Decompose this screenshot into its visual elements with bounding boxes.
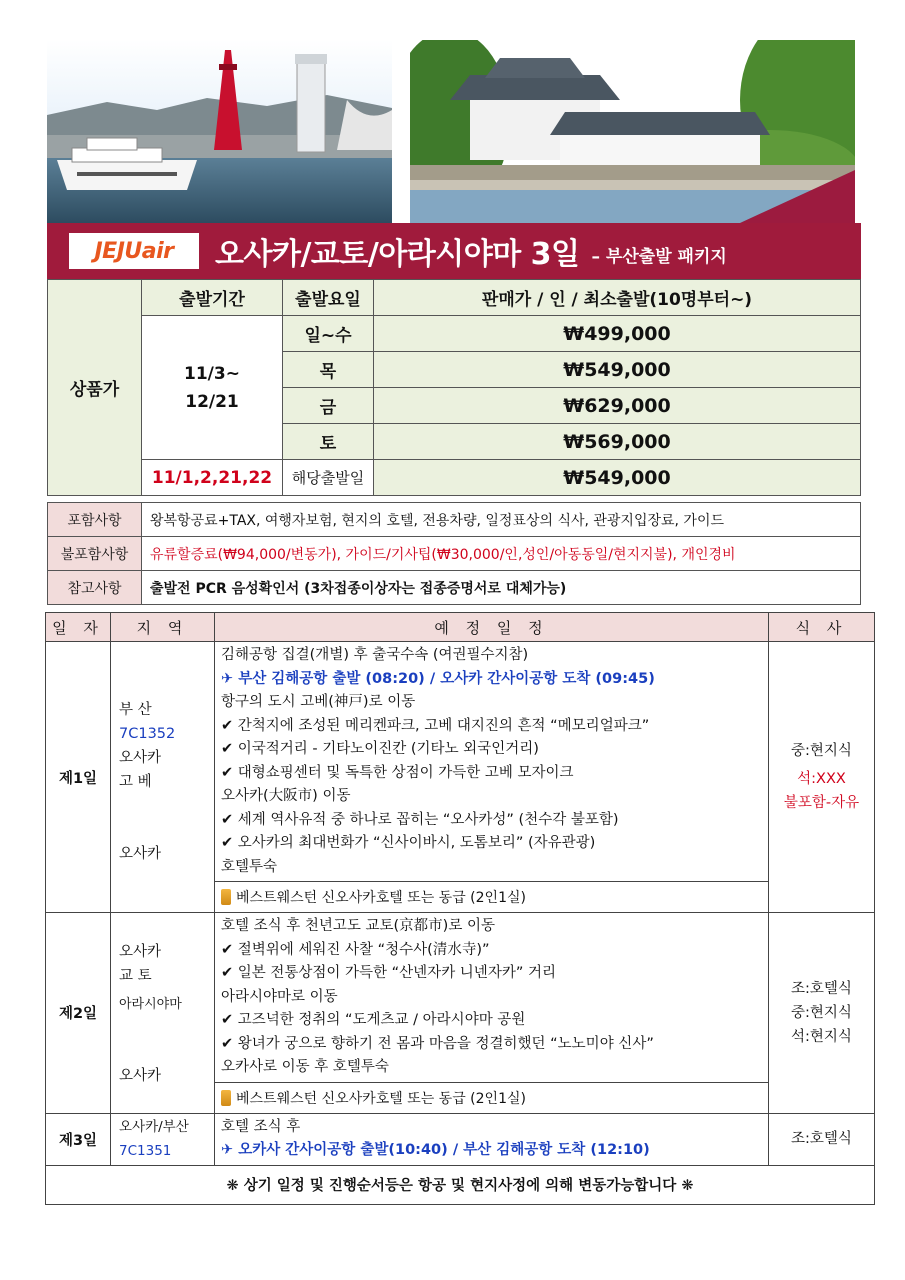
day1-regions	[111, 642, 215, 913]
special-dates-cell: 11/1,2,21,22	[142, 460, 283, 496]
day3-plan	[215, 1113, 769, 1165]
day2-hotel	[215, 1082, 769, 1113]
hotel-text: 베스트웨스턴 신오사카호텔 또는 동급 (2인1실)	[236, 1090, 526, 1107]
castle-photo	[410, 40, 855, 223]
day1-hotel	[215, 882, 769, 913]
kobe-harbor-photo	[47, 40, 392, 223]
meal-item: 중:현지식	[791, 1004, 852, 1021]
region-item: 아라시야마	[119, 997, 182, 1013]
region-item: 오사카	[119, 1068, 162, 1085]
day2-meals	[769, 913, 875, 1114]
region-item: 오사카/부산	[119, 1119, 189, 1135]
region-item: 오사카	[119, 749, 162, 766]
plan-line: 호텔 조식 후 천년고도 교토(京都市)로 이동	[221, 918, 495, 934]
plan-line: ✔ 왕녀가 궁으로 향하기 전 몸과 마음을 정결히했던 “노노미야 신사”	[221, 1035, 654, 1052]
region-item: 고 베	[119, 773, 152, 790]
plan-line: 항구의 도시 고베(神戸)로 이동	[221, 694, 416, 710]
schedule-footer-note: ❋ 상기 일정 및 진행순서등은 항공 및 현지사정에 의해 변동가능합니다 ❋	[46, 1165, 875, 1204]
day3-meals	[769, 1113, 875, 1165]
price-cell: ₩629,000	[374, 388, 861, 424]
day2-plan	[215, 913, 769, 1083]
flight-code: 7C1351	[119, 1143, 172, 1159]
plan-line: 김해공항 집결(개별) 후 출국수속 (여권필수지참)	[221, 647, 529, 663]
header-plan: 예 정 일 정	[215, 613, 769, 642]
meal-item: 석:XXX	[797, 771, 846, 787]
day-cell: 금	[283, 388, 374, 424]
price-cell: ₩569,000	[374, 424, 861, 460]
plan-line: ✔ 간척지에 조성된 메리켄파크, 고베 대지진의 흔적 “메모리얼파크”	[221, 717, 650, 734]
day2-regions	[111, 913, 215, 1114]
included-label: 포함사항	[48, 503, 142, 537]
meal-item: 조:호텔식	[791, 980, 852, 997]
flight-line: ✈ 부산 김해공항 출발 (08:20) / 오사카 간사이공항 도착 (09:45)	[221, 670, 655, 687]
schedule-table	[45, 612, 875, 1205]
plan-line: 오카사로 이동 후 호텔투숙	[221, 1059, 389, 1075]
plan-line: 호텔투숙	[221, 858, 278, 875]
price-cell: ₩499,000	[374, 316, 861, 352]
excluded-label: 불포함사항	[48, 537, 142, 571]
plan-line: ✔ 일본 전통상점이 가득한 “산넨자카 니넨자카” 거리	[221, 965, 556, 981]
info-table	[47, 502, 861, 605]
plan-line: ✔ 고즈넉한 정취의 “도게츠교 / 아라시야마 공원	[221, 1012, 526, 1028]
meal-item: 조:호텔식	[791, 1131, 852, 1147]
hotel-icon	[221, 1090, 231, 1106]
region-item: 교 토	[119, 968, 152, 985]
hotel-icon	[221, 889, 231, 905]
day-cell: 토	[283, 424, 374, 460]
special-day-cell: 해당출발일	[283, 460, 374, 496]
title-banner	[47, 223, 861, 279]
price-table	[47, 279, 861, 496]
header-period: 출발기간	[142, 280, 283, 316]
day3-regions	[111, 1113, 215, 1165]
meal-item: 중:현지식	[791, 743, 852, 759]
day3-label: 제3일	[46, 1113, 111, 1165]
price-cell: ₩549,000	[374, 352, 861, 388]
header-meal: 식 사	[769, 613, 875, 642]
flight-line: ✈ 오카사 간사이공항 출발(10:40) / 부산 김해공항 도착 (12:10)	[221, 1142, 650, 1158]
note-label: 참고사항	[48, 571, 142, 605]
region-item: 오사카	[119, 845, 162, 862]
hotel-text: 베스트웨스턴 신오사카호텔 또는 동급 (2인1실)	[236, 890, 526, 906]
plan-line: ✔ 이국적거리 - 기타노이진칸 (기타노 외국인거리)	[221, 741, 539, 757]
plan-line: ✔ 절벽위에 세워진 사찰 “청수사(清水寺)”	[221, 941, 490, 958]
day1-label: 제1일	[46, 642, 111, 913]
header-region: 지 역	[111, 613, 215, 642]
tour-title: 오사카/교토/아라시야마 3일	[215, 237, 580, 272]
region-item: 부 산	[119, 701, 152, 718]
special-price-cell: ₩549,000	[374, 460, 861, 496]
plan-line: 아라시야마로 이동	[221, 988, 338, 1005]
header-date: 일 자	[46, 613, 111, 642]
period-cell: 11/3~ 12/21	[142, 316, 283, 460]
note-text: 출발전 PCR 음성확인서 (3차접종이상자는 접종증명서로 대체가능)	[142, 571, 861, 605]
day2-label: 제2일	[46, 913, 111, 1114]
plan-line: 오사카(大阪市) 이동	[221, 788, 351, 804]
flight-code: 7C1352	[119, 725, 176, 742]
day-cell: 일~수	[283, 316, 374, 352]
jejuair-logo: JEJUair	[69, 233, 199, 269]
plan-line: ✔ 세계 역사유적 중 하나로 꼽히는 “오사카성” (천수각 불포함)	[221, 811, 619, 828]
day-cell: 목	[283, 352, 374, 388]
included-text: 왕복항공료+TAX, 여행자보험, 현지의 호텔, 전용차량, 일정표상의 식사, 관광지입장료, 가이드	[142, 503, 861, 537]
plan-line: 호텔 조식 후	[221, 1118, 301, 1135]
excluded-text: 유류할증료(₩94,000/변동가), 가이드/기사팁(₩30,000/인,성인/아동동일/현지지불), 개인경비	[142, 537, 861, 571]
meal-item: 불포함-자유	[783, 795, 860, 811]
header-day: 출발요일	[283, 280, 374, 316]
header-price: 판매가 / 인 / 최소출발(10명부터~)	[374, 280, 861, 316]
price-row-label: 상품가	[48, 280, 142, 496]
plan-line: ✔ 오사카의 최대번화가 “신사이바시, 도톰보리” (자유관광)	[221, 835, 596, 851]
meal-item: 석:현지식	[791, 1028, 852, 1045]
plan-line: ✔ 대형쇼핑센터 및 독특한 상점이 가득한 고베 모자이크	[221, 764, 574, 781]
day1-meals	[769, 642, 875, 913]
day1-plan	[215, 642, 769, 882]
tour-subtitle: – 부산출발 패키지	[591, 246, 727, 267]
region-item: 오사카	[119, 944, 162, 961]
